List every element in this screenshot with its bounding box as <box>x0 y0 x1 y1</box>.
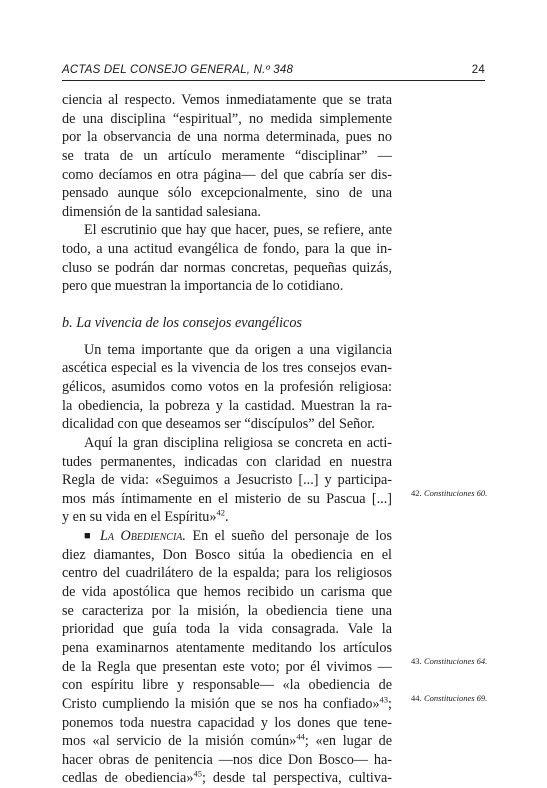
text-run: En el sueño del personaje de los <box>192 528 392 545</box>
text-line: todo, a una actitud evangélica de fondo, para la que in- <box>62 241 392 258</box>
text-line: de una disciplina “espiritual”, no medida simplemente <box>62 110 392 127</box>
text-line: ascética especial es la vivencia de los tres consejos evan- <box>62 360 392 377</box>
text-run: y en su vida en el Espíritu» <box>62 509 217 526</box>
text-line: ponemos toda nuestra capacidad y los dones que tene- <box>62 714 392 731</box>
footnote-text: Constituciones 69. <box>424 693 488 703</box>
text-line: pensado aunque sólo excepcionalmente, sino de una <box>62 185 392 202</box>
note-ref-44: 44 <box>296 731 305 742</box>
note-ref-42: 42 <box>216 507 225 518</box>
footnote-43 <box>411 656 487 666</box>
running-header <box>62 64 485 80</box>
text-run: ; desde tal perspectiva, cultiva- <box>201 770 392 787</box>
text-run: ; «en lugar de <box>304 733 393 750</box>
note-ref-45: 45 <box>193 768 202 779</box>
text-line: pero que muestran la importancia de lo cotidiano. <box>62 278 344 295</box>
note-ref-43: 43 <box>379 694 389 705</box>
text-line: Aquí la gran disciplina religiosa se concreta en acti- <box>84 434 392 451</box>
text-line: gélicos, asumidos como votos en la profesión religiosa: <box>62 378 392 395</box>
journal-title: ACTAS DEL CONSEJO GENERAL, N.º 348 <box>62 64 294 76</box>
text-line <box>62 527 392 546</box>
text-line: dicalidad con que deseamos ser “discípulos” del Señor. <box>62 416 375 433</box>
text-line: como decíamos en otra página— del que cabría ser dis- <box>62 166 392 183</box>
text-line: con espíritu libre y responsable— «la obediencia de <box>62 677 392 694</box>
text-line: dimensión de la santidad salesiana. <box>62 203 261 220</box>
text-line <box>62 695 392 714</box>
text-line: se trata de un artículo meramente “disciplinar” — <box>62 147 392 164</box>
text-line: tudes permanentes, indicadas con claridad en nuestra <box>62 453 392 470</box>
text-line: se caracteriza por la misión, la obediencia tiene una <box>62 602 392 619</box>
text-run: ; <box>388 695 392 712</box>
footnote-42 <box>411 488 487 498</box>
text-line: Un tema importante que da origen a una vigilancia <box>84 341 392 358</box>
text-line <box>62 508 392 527</box>
text-line: El escrutinio que hay que hacer, pues, se refiere, ante <box>84 222 392 239</box>
text-line: pena examinarnos atentamente meditando los artículos <box>62 639 392 656</box>
header-rule <box>62 80 485 81</box>
page-number: 24 <box>471 64 485 76</box>
text-line: prioridad que guía toda la vida consagrada. Vale la <box>62 621 392 638</box>
text-line: hacer obras de penitencia —nos dice Don Bosco— ha- <box>62 751 392 768</box>
text-line: centro del cuadrilátero de la espalda; para los religiosos <box>62 565 392 582</box>
text-line: de vida apostólica que hemos recibido un carisma que <box>62 584 392 601</box>
text-run: cedlas de obediencia» <box>62 770 194 787</box>
text-line: Regla de vida: «Seguimos a Jesucristo [...] y participa- <box>62 472 392 489</box>
text-line: mos más íntimamente en el misterio de su Pascua [...] <box>62 490 392 507</box>
footnote-text: Constituciones 60. <box>424 488 488 498</box>
footnote-number: 43. <box>411 656 422 666</box>
text-line: por la observancia de una norma determinada, pues no <box>62 129 392 146</box>
text-run: mos «al servicio de la misión común» <box>62 733 297 750</box>
text-line: ciencia al respecto. Vemos inmediatamente que se trata <box>62 92 392 108</box>
footnote-number: 42. <box>411 488 422 498</box>
text-line <box>62 732 392 751</box>
section-heading: b. La vivencia de los consejos evangélicos <box>62 315 302 332</box>
text-line: de la Regla que presentan este voto; por él vivimos — <box>62 658 392 675</box>
footnote-number: 44. <box>411 693 422 703</box>
footnote-44 <box>411 693 487 703</box>
square-bullet-icon: ■ <box>84 530 94 543</box>
text-run: Cristo cumpliendo la misión que se nos ha confiado» <box>62 695 380 712</box>
footnote-text: Constituciones 64. <box>424 656 488 666</box>
obedience-label: La Obediencia. <box>100 528 186 545</box>
text-line: cluso se podrán dar normas concretas, pequeñas quizás, <box>62 259 392 276</box>
text-run: . <box>224 509 229 526</box>
text-line: la obediencia, la pobreza y la castidad. Muestran la ra- <box>62 397 392 414</box>
main-text <box>62 91 392 788</box>
text-line: diez diamantes, Don Bosco sitúa la obediencia en el <box>62 546 392 563</box>
text-line <box>62 769 392 788</box>
